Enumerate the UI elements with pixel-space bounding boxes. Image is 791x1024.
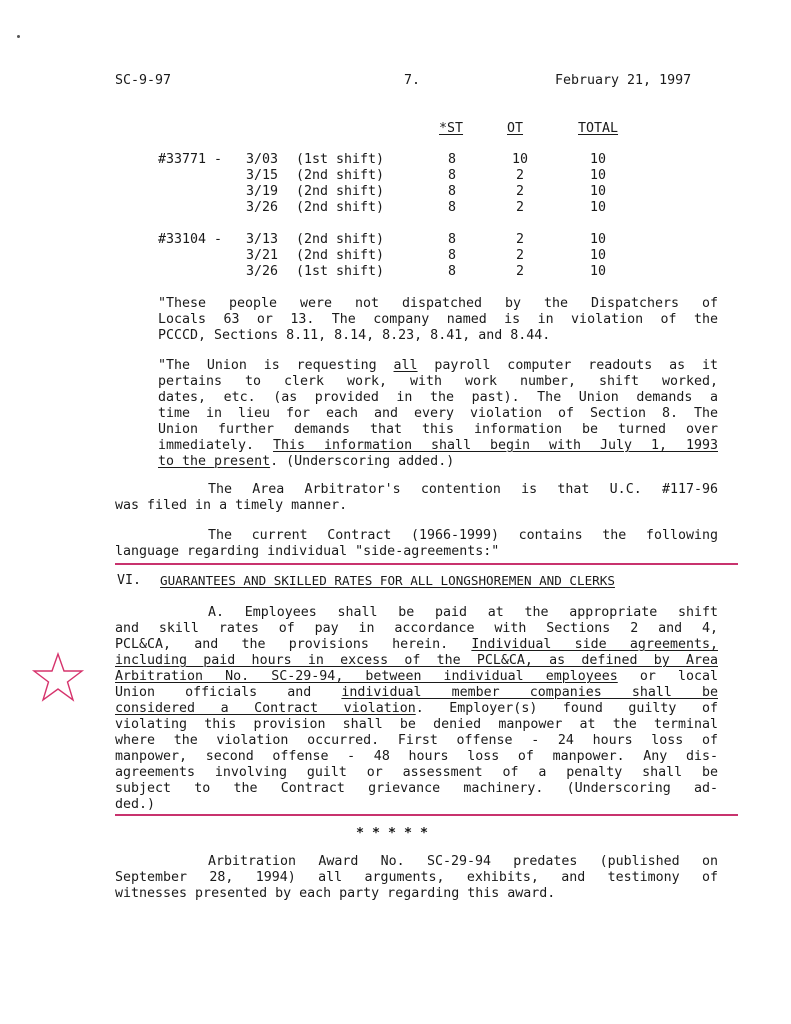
document-date: February 21, 1997 <box>555 73 692 88</box>
row-shift: (2nd shift) <box>296 184 385 199</box>
document-id: SC-9-97 <box>115 73 172 88</box>
row-shift: (1st shift) <box>296 152 385 167</box>
text-line: considered a Contract violation. Employer(s) found guilty of <box>115 701 718 716</box>
row-total: 10 <box>589 152 606 167</box>
text-line: Union officials and individual member companies shall be <box>115 685 718 700</box>
row-ot: 2 <box>515 168 524 183</box>
text-line: and skill rates of pay in accordance with Sections 2 and 4, <box>115 621 718 636</box>
text-line: September 28, 1994) all arguments, exhibits, and testimony of <box>115 870 718 885</box>
row-st: 8 <box>447 168 456 183</box>
underlined-text: Arbitration No. SC-29-94, between individual employees <box>115 669 618 684</box>
text-line: subject to the Contract grievance machinery. (Underscoring ad- <box>115 781 718 796</box>
underlined-text: all <box>393 358 418 373</box>
section-number: VI. <box>117 573 142 588</box>
paragraph-contention <box>115 482 718 514</box>
row-st: 8 <box>447 248 456 263</box>
row-shift: (1st shift) <box>296 264 385 279</box>
underlined-text: considered a Contract violation <box>115 701 416 716</box>
highlight-rule-top <box>115 563 738 565</box>
row-shift: (2nd shift) <box>296 232 385 247</box>
text-line: PCCCD, Sections 8.11, 8.14, 8.23, 8.41, and 8.44. <box>158 328 551 343</box>
text-line: was filed in a timely manner. <box>115 498 348 513</box>
text-line: where the violation occurred. First offense - 24 hours loss of <box>115 733 718 748</box>
text-line: Arbitration No. SC-29-94, between individual employees or local <box>115 669 718 684</box>
text-line: immediately. This information shall begin with July 1, 1993 <box>158 438 718 453</box>
page-number: 7. <box>404 73 421 88</box>
row-ot: 2 <box>515 232 524 247</box>
text-line: dates, etc. (as provided in the past). The Union demands a <box>158 390 718 405</box>
text-line: witnesses presented by each party regarding this award. <box>115 886 556 901</box>
separator-asterisks: * * * * * <box>356 826 429 841</box>
text-line: Arbitration Award No. SC-29-94 predates (published on <box>208 854 718 869</box>
text-line: violating this provision shall be denied manpower at the terminal <box>115 717 718 732</box>
text-line: PCL&CA, and the provisions herein. Individual side agreements, <box>115 637 718 652</box>
text-line: agreements involving guilt or assessment of a penalty shall be <box>115 765 718 780</box>
text-line: The Area Arbitrator's contention is that U.C. #117-96 <box>208 482 718 497</box>
row-date: 3/26 <box>246 264 279 279</box>
quote-union-request <box>158 358 718 470</box>
row-date: 3/03 <box>246 152 279 167</box>
row-st: 8 <box>447 200 456 215</box>
row-shift: (2nd shift) <box>296 248 385 263</box>
row-ot: 2 <box>515 200 524 215</box>
row-date: 3/26 <box>246 200 279 215</box>
row-ot: 2 <box>515 248 524 263</box>
row-ot: 2 <box>515 264 524 279</box>
paragraph-award-predates <box>115 854 718 902</box>
text-line: Locals 63 or 13. The company named is in violation of the <box>158 312 718 327</box>
star-icon <box>31 652 85 704</box>
row-total: 10 <box>589 248 606 263</box>
section-title: GUARANTEES AND SKILLED RATES FOR ALL LONGSHOREMEN AND CLERKS <box>160 573 615 588</box>
paragraph-contract <box>115 528 718 560</box>
text-line: time in lieu for each and every violation of Section 8. The <box>158 406 718 421</box>
column-header-ot: OT <box>507 121 524 136</box>
underlined-text: to the present <box>158 454 271 469</box>
text-line: to the present. (Underscoring added.) <box>158 454 455 469</box>
text-line <box>115 653 718 669</box>
row-date: 3/21 <box>246 248 279 263</box>
row-total: 10 <box>589 264 606 279</box>
underlined-text: including paid hours in excess of the PCL&CA, as defined by Area <box>115 653 718 668</box>
row-date: 3/13 <box>246 232 279 247</box>
row-ot: 2 <box>515 184 524 199</box>
underlined-text: This information shall begin with July 1, 1993 <box>273 438 718 453</box>
scan-speck <box>17 35 20 38</box>
underlined-text: Individual side agreements, <box>471 637 718 652</box>
text-line: "These people were not dispatched by the Dispatchers of <box>158 296 718 311</box>
row-date: 3/19 <box>246 184 279 199</box>
row-st: 8 <box>447 152 456 167</box>
text-line: "The Union is requesting all payroll computer readouts as it <box>158 358 718 373</box>
row-st: 8 <box>447 184 456 199</box>
text-line: Union further demands that this information be turned over <box>158 422 718 437</box>
text-line: pertains to clerk work, with work number, shift worked, <box>158 374 718 389</box>
row-shift: (2nd shift) <box>296 200 385 215</box>
section-body <box>115 605 718 813</box>
text-line: language regarding individual "side-agreements:" <box>115 544 500 559</box>
column-header-st: *ST <box>439 121 464 136</box>
row-st: 8 <box>447 264 456 279</box>
text-line: A. Employees shall be paid at the appropriate shift <box>208 605 718 620</box>
row-total: 10 <box>589 184 606 199</box>
row-total: 10 <box>589 200 606 215</box>
text-line: The current Contract (1966-1999) contains the following <box>208 528 718 543</box>
row-date: 3/15 <box>246 168 279 183</box>
text-line: ded.) <box>115 797 156 812</box>
highlight-rule-bottom <box>115 814 738 816</box>
column-header-total: TOTAL <box>578 121 619 136</box>
underlined-text: individual member companies shall be <box>341 685 718 700</box>
group-id: #33104 - <box>158 232 223 247</box>
quote-dispatchers <box>158 296 718 344</box>
row-total: 10 <box>589 232 606 247</box>
row-ot: 10 <box>511 152 528 167</box>
row-shift: (2nd shift) <box>296 168 385 183</box>
text-line: manpower, second offense - 48 hours loss of manpower. Any dis- <box>115 749 718 764</box>
group-id: #33771 - <box>158 152 223 167</box>
row-st: 8 <box>447 232 456 247</box>
row-total: 10 <box>589 168 606 183</box>
